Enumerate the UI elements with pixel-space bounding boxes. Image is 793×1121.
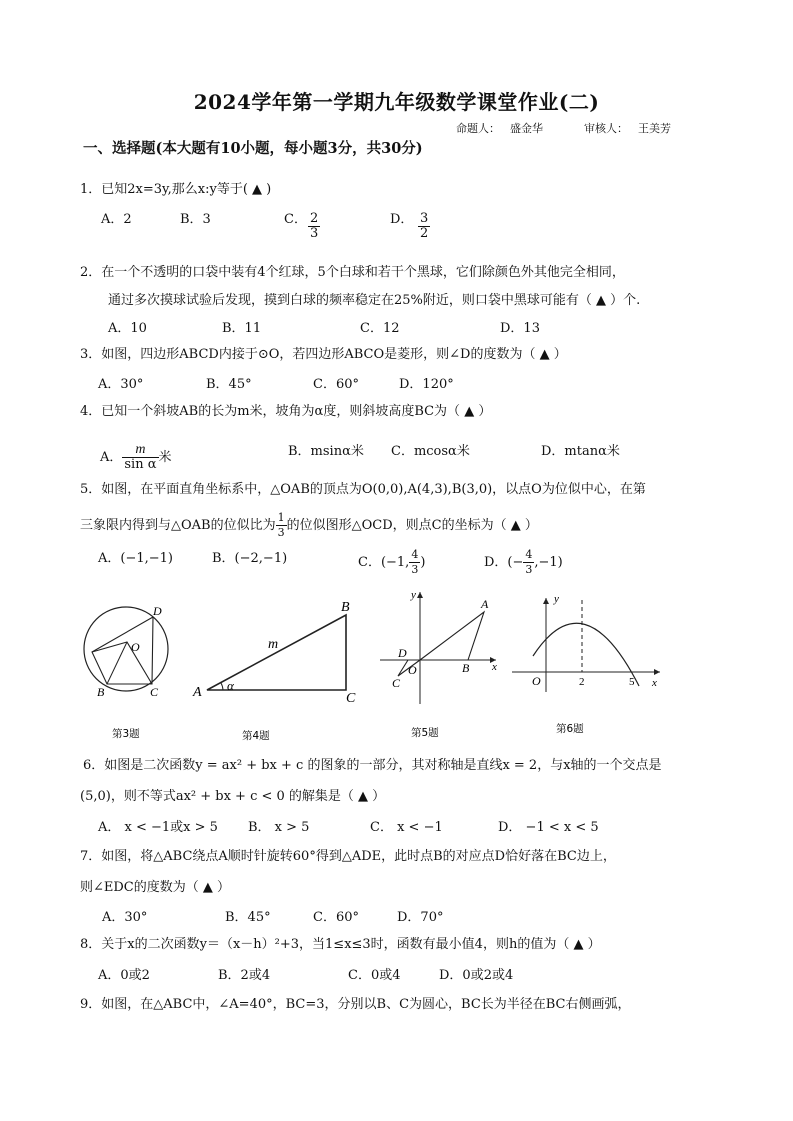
- option-prefix: D．(−: [484, 555, 524, 570]
- reviewer-name: 王美芳: [638, 122, 671, 135]
- question-4-option-c: C．mcosα米: [391, 444, 470, 459]
- parabola: [533, 623, 639, 686]
- label-o: O: [131, 640, 140, 654]
- question-3-option-a: A．30°: [98, 377, 144, 392]
- question-5-option-c: [358, 548, 425, 577]
- frac-den: 3: [310, 226, 319, 241]
- question-4-stem: 4．已知一个斜坡AB的长为m米，坡角为α度，则斜坡高度BC为（ ▲ ）: [80, 404, 492, 419]
- label-5: 5: [629, 676, 635, 688]
- question-2-line-2: 通过多次摸球试验后发现，摸到白球的频率稳定在25%附近，则口袋中黑球可能有（ ▲ ）个.: [108, 293, 641, 308]
- question-6-option-d: D． −1 < x < 5: [498, 820, 599, 835]
- segment-bo: [107, 642, 127, 684]
- frac-den: 2: [420, 226, 429, 241]
- question-7-line-2: 则∠EDC的度数为（ ▲ ）: [80, 880, 231, 895]
- frac-num: m: [122, 443, 158, 458]
- label-c: C: [392, 676, 401, 690]
- label-b: B: [462, 661, 470, 675]
- question-3-option-d: D．120°: [399, 377, 454, 392]
- question-6-line-2: (5,0)，则不等式ax² + bx + c < 0 的解集是（ ▲ ）: [80, 789, 386, 804]
- question-6-option-c: C． x < −1: [370, 820, 443, 835]
- label-2: 2: [579, 676, 585, 688]
- question-3-option-c: C．60°: [313, 377, 359, 392]
- line-text: 的位似图形△OCD，则点C的坐标为（ ▲ ）: [286, 518, 538, 533]
- question-5-option-a: A．(−1,−1): [98, 551, 173, 566]
- question-1-option-d-fraction: [418, 212, 430, 241]
- label-a: A: [481, 597, 489, 611]
- question-2-option-a: A．10: [108, 321, 147, 336]
- option-prefix: A．: [100, 450, 123, 465]
- figure-5: [380, 589, 497, 739]
- label-o: O: [532, 674, 541, 688]
- label-b: B: [97, 685, 105, 699]
- label-m: m: [268, 637, 279, 652]
- label-o: O: [408, 663, 417, 677]
- question-5-line-2: [80, 511, 538, 540]
- question-2-option-d: D．13: [500, 321, 540, 336]
- question-2-line-1: 2．在一个不透明的口袋中装有4个红球，5个白球和若干个黑球，它们除颜色外其他完全相同，: [80, 265, 625, 280]
- question-7-option-d: D．70°: [397, 910, 444, 925]
- question-7-option-b: B．45°: [225, 910, 271, 925]
- figure-6-caption: 第6题: [556, 723, 584, 735]
- figure-6: [512, 593, 660, 735]
- frac-den: 3: [411, 563, 419, 576]
- label-y: y: [411, 589, 416, 601]
- frac-num: 1: [277, 511, 285, 524]
- label-d: D: [153, 604, 162, 618]
- question-6-option-b: B． x > 5: [248, 820, 310, 835]
- label-c: C: [346, 691, 356, 706]
- x-axis-arrow: [654, 669, 660, 675]
- y-axis-arrow: [417, 592, 423, 598]
- question-8-option-b: B．2或4: [218, 968, 271, 983]
- question-1-stem: 1．已知2x=3y,那么x:y等于( ▲ ): [80, 182, 272, 197]
- question-8-stem: 8．关于x的二次函数y＝（x－h）²+3，当1≤x≤3时，函数有最小值4，则h的值为（ ▲ ）: [80, 937, 601, 952]
- figure-4-caption: 第4题: [242, 730, 270, 742]
- frac-num: 2: [310, 211, 319, 226]
- question-8-option-d: D．0或2或4: [439, 968, 514, 983]
- label-alpha: α: [227, 678, 234, 693]
- question-5-option-b: B．(−2,−1): [212, 551, 288, 566]
- triangle-oab: [420, 612, 484, 660]
- option-suffix: 米: [158, 450, 172, 465]
- angle-arc: [221, 683, 223, 690]
- figure-3: [84, 604, 168, 740]
- question-2-option-c: C．12: [360, 321, 400, 336]
- label-y: y: [554, 593, 559, 605]
- author-label: 命题人：: [456, 122, 500, 135]
- figure-4: [192, 600, 356, 742]
- question-7-option-c: C．60°: [313, 910, 359, 925]
- question-4-option-a: [100, 443, 172, 472]
- question-1-option-b: B．3: [180, 212, 211, 227]
- question-9-stem: 9．如图，在△ABC中，∠A=40°，BC=3，分别以B、C为圆心，BC长为半径在BC右侧画弧，: [80, 997, 631, 1012]
- question-1-option-c: C．: [284, 212, 307, 227]
- frac-den: 3: [277, 526, 285, 539]
- question-3-stem: 3．如图，四边形ABCD内接于⊙O，若四边形ABCO是菱形，则∠D的度数为（ ▲ ）: [80, 347, 567, 362]
- frac-num: 4: [411, 548, 419, 561]
- reviewer-label: 审核人：: [584, 122, 628, 135]
- author-name: 盛金华: [510, 122, 543, 135]
- label-b: B: [341, 600, 350, 615]
- frac-num: 3: [420, 211, 429, 226]
- frac-den: sin α: [124, 457, 157, 472]
- question-4-option-b: B．msinα米: [288, 444, 364, 459]
- option-suffix: ,−1): [534, 555, 563, 570]
- option-prefix: C．(−1,: [358, 555, 410, 570]
- section-title: 一、选择题(本大题有10小题，每小题3分，共30分): [83, 140, 423, 157]
- label-c: C: [150, 685, 159, 699]
- figure-5-caption: 第5题: [411, 727, 439, 739]
- question-5-option-d: [484, 548, 563, 577]
- question-8-option-a: A．0或2: [98, 968, 150, 983]
- figures-row: [80, 589, 680, 746]
- question-1-option-a: A．2: [101, 212, 132, 227]
- page-title: 2024学年第一学期九年级数学课堂作业(二): [193, 90, 600, 114]
- question-6-line-1: 6．如图是二次函数y = ax² + bx + c 的图象的一部分，其对称轴是直线x = 2，与x轴的一个交点是: [83, 758, 662, 773]
- question-1-option-d: D．: [390, 212, 414, 227]
- question-7-line-1: 7．如图，将△ABC绕点A顺时针旋转60°得到△ADE，此时点B的对应点D恰好落在BC边上，: [80, 849, 616, 864]
- question-2-option-b: B．11: [222, 321, 262, 336]
- y-axis-arrow: [543, 598, 549, 604]
- label-a: A: [193, 685, 202, 700]
- line-text: 三象限内得到与△OAB的位似比为: [80, 518, 276, 533]
- question-8-option-c: C．0或4: [348, 968, 401, 983]
- frac-num: 4: [525, 548, 533, 561]
- question-3-option-b: B．45°: [206, 377, 252, 392]
- question-6-option-a: A． x < −1或x > 5: [98, 820, 218, 835]
- label-x: x: [492, 661, 497, 673]
- label-x: x: [652, 677, 657, 689]
- question-1-option-c-fraction: [308, 212, 320, 241]
- question-7-option-a: A．30°: [102, 910, 148, 925]
- question-5-line-1: 5．如图，在平面直角坐标系中，△OAB的顶点为O(0,0),A(4,3),B(3,0)，以点O为位似中心，在第: [80, 482, 646, 497]
- option-suffix: ): [420, 555, 426, 570]
- label-d: D: [398, 646, 407, 660]
- figure-3-caption: 第3题: [112, 728, 140, 740]
- rhombus-edges: [92, 642, 152, 684]
- question-4-option-d: D．mtanα米: [541, 444, 620, 459]
- frac-den: 3: [525, 563, 533, 576]
